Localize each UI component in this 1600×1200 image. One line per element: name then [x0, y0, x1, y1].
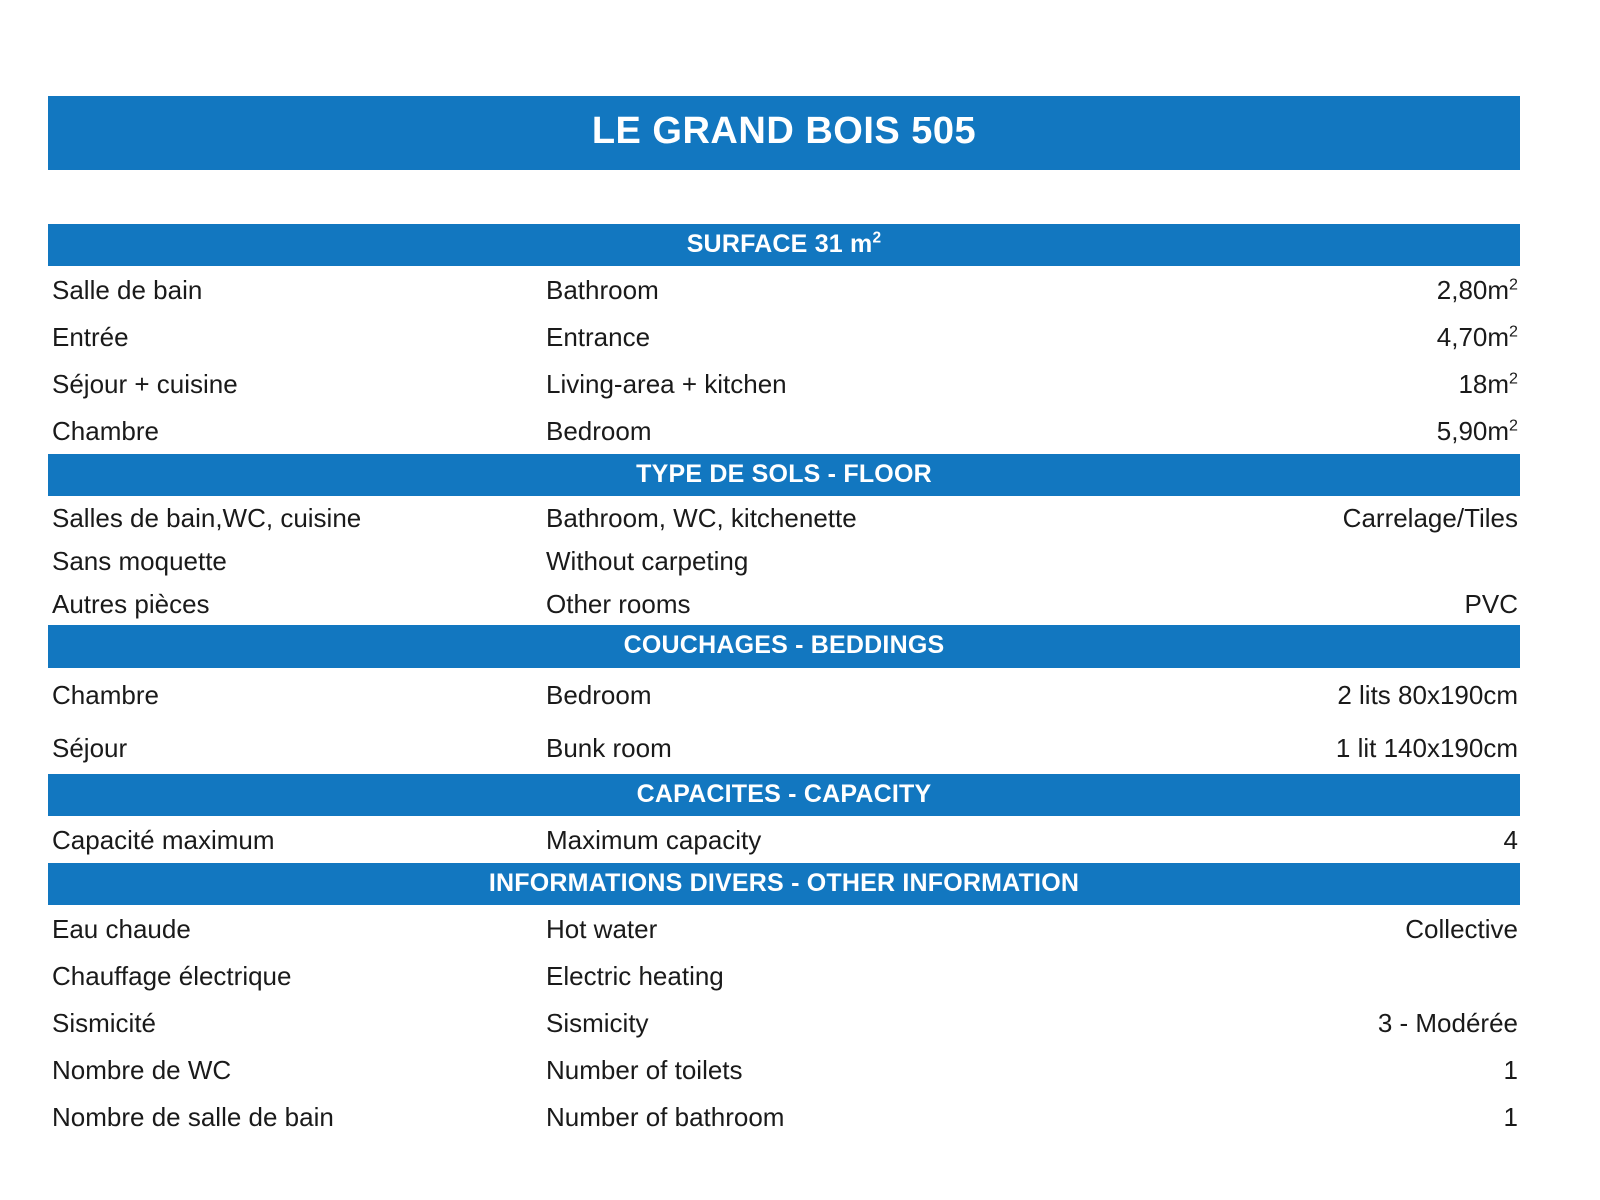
row-label-en: Maximum capacity — [546, 824, 762, 855]
row-label-fr: Nombre de salle de bain — [52, 1102, 334, 1133]
row-value: 1 lit 140x190cm — [1335, 732, 1518, 763]
table-row — [48, 539, 1520, 582]
section-rows — [48, 266, 1520, 454]
table-row — [48, 721, 1520, 774]
row-label-en: Number of toilets — [546, 1055, 743, 1086]
section-rows — [48, 816, 1520, 863]
row-label-fr: Capacité maximum — [52, 824, 275, 855]
row-label-fr: Eau chaude — [52, 914, 191, 945]
table-row — [48, 1046, 1520, 1093]
section-heading: COUCHAGES - BEDDINGS — [48, 625, 1520, 667]
row-value: 1 — [1503, 1055, 1518, 1086]
section-rows — [48, 905, 1520, 1140]
row-label-fr: Sans moquette — [52, 546, 227, 577]
row-label-fr: Séjour — [52, 732, 128, 763]
row-label-en: Number of bathroom — [546, 1102, 785, 1133]
table-row — [48, 816, 1520, 863]
table-row — [48, 582, 1520, 625]
section-rows — [48, 496, 1520, 625]
table-row — [48, 266, 1520, 313]
row-label-fr: Chauffage électrique — [52, 961, 292, 992]
row-label-en: Hot water — [546, 914, 658, 945]
table-row — [48, 999, 1520, 1046]
page-title: LE GRAND BOIS 505 — [48, 96, 1520, 170]
table-row — [48, 407, 1520, 454]
row-label-en: Bedroom — [546, 679, 652, 710]
section-rows — [48, 668, 1520, 774]
row-label-fr: Salle de bain — [52, 275, 203, 306]
sections-container — [48, 224, 1520, 1140]
row-value: $2,80m^2$ — [1436, 275, 1518, 306]
row-value: 4 — [1503, 824, 1518, 855]
row-value: $18m^2$ — [1458, 369, 1518, 400]
value-superscript: 2 — [1509, 369, 1518, 388]
row-label-en: Living-area + kitchen — [546, 369, 787, 400]
row-label-en: Bathroom, WC, kitchenette — [546, 503, 857, 534]
row-label-en: Bunk room — [546, 732, 672, 763]
row-label-fr: Autres pièces — [52, 589, 210, 620]
row-value: 1 — [1503, 1102, 1518, 1133]
row-label-en: Other rooms — [546, 589, 691, 620]
row-label-fr: Entrée — [52, 322, 129, 353]
table-row — [48, 668, 1520, 721]
section-heading: CAPACITES - CAPACITY — [48, 774, 1520, 816]
row-value: 3 - Modérée — [1377, 1008, 1518, 1039]
table-row — [48, 496, 1520, 539]
row-label-fr: Sismicité — [52, 1008, 157, 1039]
row-label-en: Entrance — [546, 322, 651, 353]
row-value: PVC — [1464, 589, 1518, 620]
heading-superscript: 2 — [872, 229, 882, 247]
table-row — [48, 1093, 1520, 1140]
row-value: 2 lits 80x190cm — [1337, 679, 1518, 710]
row-value: Collective — [1405, 914, 1518, 945]
value-superscript: 2 — [1509, 322, 1518, 341]
row-value: Carrelage/Tiles — [1342, 503, 1518, 534]
table-row — [48, 905, 1520, 952]
row-label-fr: Nombre de WC — [52, 1055, 232, 1086]
row-label-en: Without carpeting — [546, 546, 749, 577]
row-label-fr: Chambre — [52, 416, 159, 447]
row-label-en: Bedroom — [546, 416, 652, 447]
section-heading: INFORMATIONS DIVERS - OTHER INFORMATION — [48, 863, 1520, 905]
value-superscript: 2 — [1509, 416, 1518, 435]
table-row — [48, 360, 1520, 407]
row-label-en: Electric heating — [546, 961, 724, 992]
row-label-en: Sismicity — [546, 1008, 649, 1039]
row-label-fr: Salles de bain,WC, cuisine — [52, 503, 362, 534]
value-superscript: 2 — [1509, 275, 1518, 294]
row-label-fr: Séjour + cuisine — [52, 369, 238, 400]
table-row — [48, 313, 1520, 360]
section-heading: TYPE DE SOLS - FLOOR — [48, 454, 1520, 496]
title-spacer — [48, 170, 1520, 224]
row-label-fr: Chambre — [52, 679, 159, 710]
table-row — [48, 952, 1520, 999]
row-label-en: Bathroom — [546, 275, 659, 306]
section-heading: SURFACE 31 $m^2$ — [48, 224, 1520, 266]
row-value: $5,90m^2$ — [1436, 416, 1518, 447]
row-value: $4,70m^2$ — [1436, 322, 1518, 353]
